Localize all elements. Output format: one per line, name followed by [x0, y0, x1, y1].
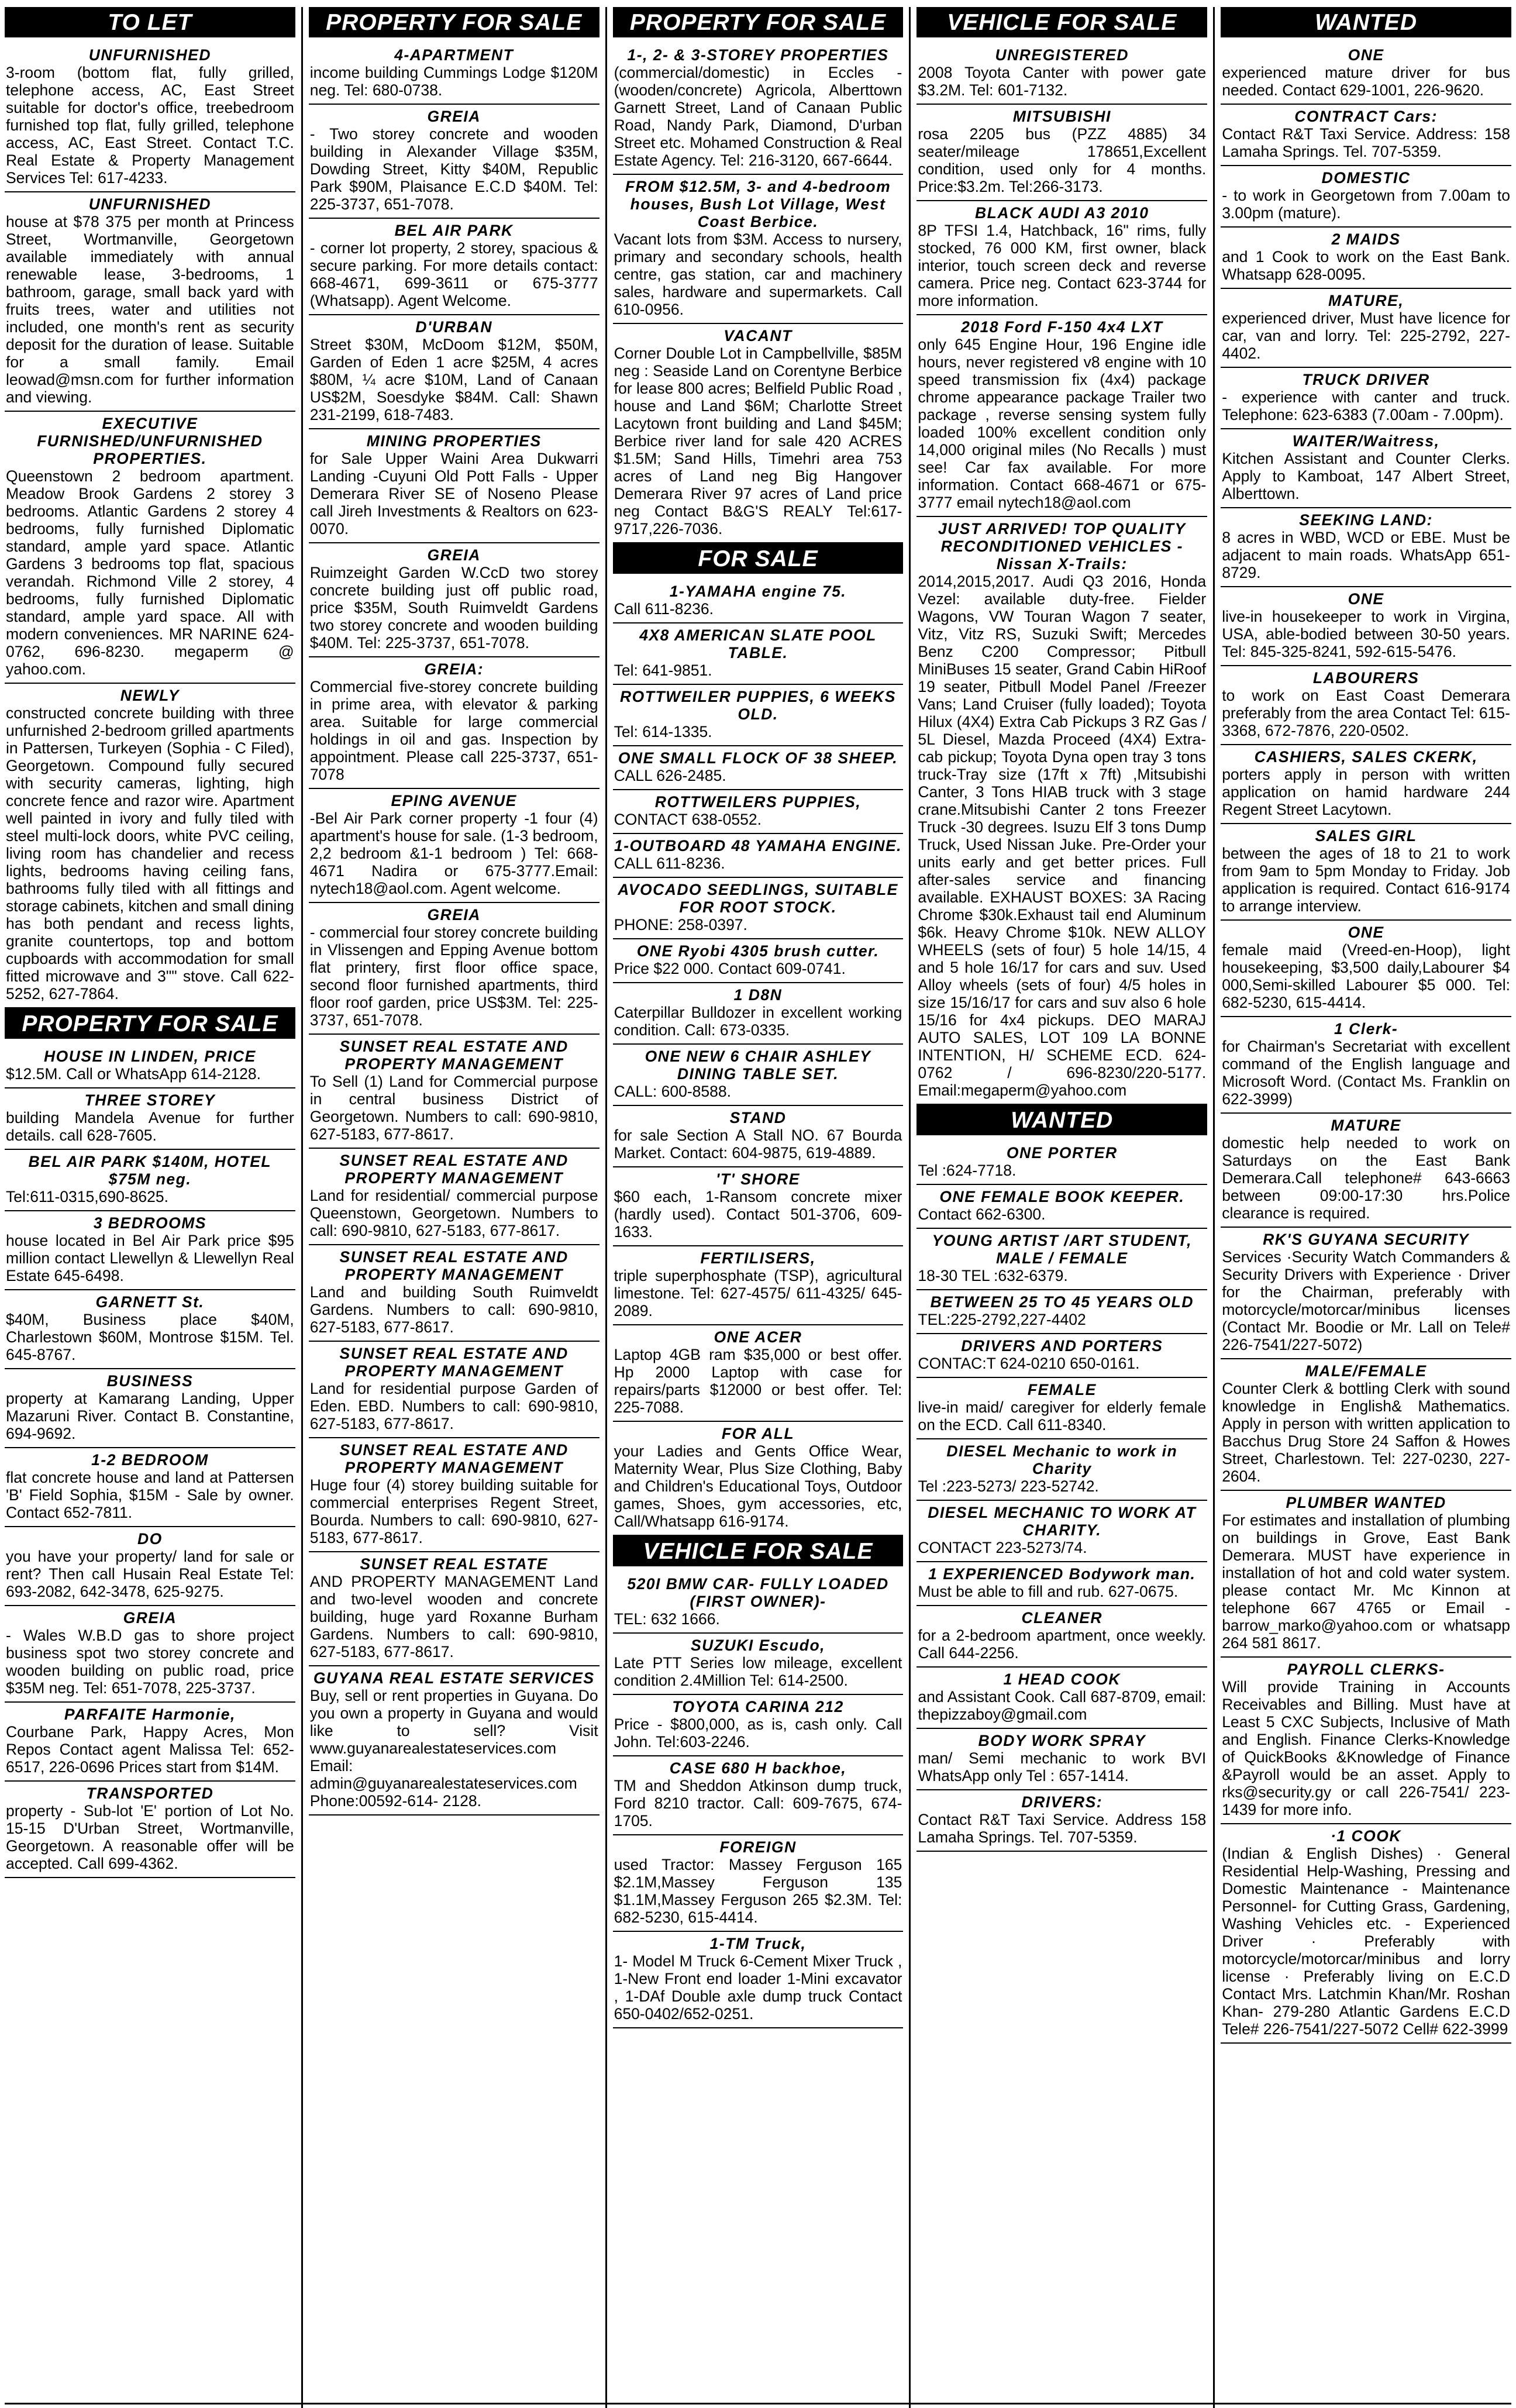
ad-lead: HOUSE IN LINDEN, PRICE [43, 1048, 256, 1065]
classified-ad [917, 43, 1207, 105]
ad-body: income building Cummings Lodge $120M neg. Tel: 680-0738. [309, 64, 598, 99]
ad-body: porters apply in person with written application on hamid hardware 244 Regent Street Lacytown. [1222, 766, 1510, 818]
ad-lead: 2018 Ford F-150 4x4 LXT [961, 318, 1163, 336]
classified-ad [5, 1703, 295, 1782]
ad-body: - Wales W.B.D gas to shore project business spot two storey concrete and wooden building on public road, price $35M neg. Tel: 651-7078, 225-3737. [6, 1627, 294, 1697]
ad-lead: UNREGISTERED [995, 46, 1129, 64]
ad-body: Courbane Park, Happy Acres, Mon Repos Contact agent Malissa Tel: 652-6517, 226-0696 Prices start from $14M. [6, 1723, 294, 1776]
classified-ad [613, 1325, 904, 1422]
column-5 [1221, 7, 1511, 2408]
classified-ad [613, 1835, 904, 1932]
bottom-rule [5, 2403, 1511, 2404]
classified-ad [1221, 1658, 1511, 1824]
ad-lead: SUNSET REAL ESTATE AND PROPERTY MANAGEMENT [339, 1345, 568, 1380]
ad-body: $40M, Business place $40M, Charlestown $60M, Montrose $15M. Tel. 645-8767. [6, 1311, 294, 1363]
ad-lead: 1-2 BEDROOM [91, 1451, 209, 1469]
ad-body: TM and Sheddon Atkinson dump truck, Ford 8210 tractor. Call: 609-7675, 674-1705. [614, 1777, 902, 1830]
ad-lead: ONE [1348, 590, 1384, 608]
classified-ad [917, 105, 1207, 201]
classified-ad [1221, 429, 1511, 508]
ad-lead: FEMALE [1027, 1381, 1097, 1398]
ad-body: $12.5M. Call or WhatsApp 614-2128. [6, 1065, 261, 1083]
ad-body: - experience with canter and truck. Telephone: 623-6383 (7.00am - 7.00pm). [1222, 388, 1510, 423]
classified-ad [5, 412, 295, 684]
classified-ad [917, 1562, 1207, 1606]
classified-ad [309, 1438, 599, 1552]
ad-body: female maid (Vreed-en-Hoop), light housekeeping, $3,500 daily,Labourer $4 000,Semi-skilled Labourer $5 000. Tel: 682-5230, 615-4414. [1222, 941, 1510, 1011]
ad-body: Late PTT Series low mileage, excellent condition 2.4Million Tel: 614-2500. [614, 1654, 902, 1689]
classified-ad [613, 685, 904, 746]
ad-lead: D'URBAN [415, 318, 493, 336]
ad-body: only 645 Engine Hour, 196 Engine idle hours, never registered v8 engine with 10 speed transmission fix (4x4) package chrome appearance package Trailer two package , reverse sensing system fully loaded 100% excellent condition only 14,000 original miles (No Recalls ) must see! Car fax available. For more information. Contact 668-4671 or 675-3777 email nytech18@aol.com [918, 336, 1207, 511]
classified-ad [917, 1790, 1207, 1852]
ad-body: 3-room (bottom flat, fully grilled, telephone access, AC, East Street suitable for doctor's office, treebedroom furnished top flat, fully grilled, telephone access, AC, East Street. Contact T.C. Real Estate & Property Management Services Tel: 617-4233. [6, 64, 294, 187]
classified-ad [917, 1606, 1207, 1668]
classified-ad [613, 324, 904, 543]
ad-body: and 1 Cook to work on the East Bank. Whatsapp 628-0095. [1222, 248, 1510, 283]
ad-lead: MALE/FEMALE [1305, 1362, 1427, 1380]
ad-body: constructed concrete building with three unfurnished 2-bedroom grilled apartments in Pattersen, Turkeyen (Sophia - C Filed), Georgetown. Compound fully secured with security cameras, lighting, high concrete fence and razor wire. Apartment well painted in ivory and fully tiled with steel multi-lock doors, white PVC ceiling, living room has chandelier and recess lights, bedrooms having ceiling fans, bathrooms fully tiled with all fittings and storage cabinets, kitchen and small dining has both pendant and recess lights, granite countertops, top and bottom cupboards with accommodation for small fitted microwave and 3"" stove. Call 622-5252, 627-7864. [6, 704, 294, 1003]
ad-lead: ONE FEMALE BOOK KEEPER. [939, 1188, 1185, 1205]
classified-ad [613, 790, 904, 834]
ad-body: Ruimzeight Garden W.CcD two storey concrete building just off public road, price $35M, South Ruimveldt Gardens two storey concrete and wooden building $40M. Tel: 225-3737, 651-7078. [309, 564, 598, 652]
ad-body: 1- Model M Truck 6-Cement Mixer Truck , 1-New Front end loader 1-Mini excavator , 1-DAf Double axle dump truck Contact 650-0402/652-0251. [614, 1952, 902, 2023]
classified-ad [613, 623, 904, 685]
ad-body: building Mandela Avenue for further details. call 628-7605. [6, 1109, 294, 1144]
classified-ad [1221, 666, 1511, 745]
ad-lead: FOR ALL [721, 1425, 795, 1442]
ad-body: Tel: 641-9851. [614, 662, 712, 679]
classified-ad [917, 517, 1207, 1105]
classified-ad [1221, 1017, 1511, 1114]
ad-body: -Bel Air Park corner property -1 four (4) apartment's house for sale. (1-3 bedroom, 2,2 bedroom &1-1 bedroom ) Tel: 668-4671 Nadira or 675-3777.Email: nytech18@aol.com. Agent welcome. [309, 809, 598, 897]
ad-lead: 520I BMW CAR- FULLY LOADED (FIRST OWNER)- [627, 1575, 889, 1610]
ad-lead: STAND [729, 1109, 787, 1127]
classified-ad [613, 939, 904, 983]
column-4 [917, 7, 1215, 2408]
ad-body: - corner lot property, 2 storey, spacious & secure parking. For more details contact: 668-4671, 699-3611 or 675-3777 (Whatsapp). Agent Welcome. [309, 239, 598, 309]
classified-ad [1221, 368, 1511, 429]
ad-lead: TRUCK DRIVER [1302, 371, 1430, 388]
ad-lead: YOUNG ARTIST /ART STUDENT, MALE / FEMALE [932, 1232, 1192, 1267]
classified-ad [613, 43, 904, 175]
ad-lead: FROM $12.5M, 3- and 4-bedroom houses, Bush Lot Village, West Coast Berbice. [625, 178, 891, 230]
ad-body: Counter Clerk & bottling Clerk with sound knowledge in English& Mathematics. Apply in person with written application to Bacchus Drug Store 24 Saffon & Howes Street, Charlestown. Tel: 227-0230, 227-2604. [1222, 1380, 1510, 1485]
ad-body: - Two storey concrete and wooden building in Alexander Village $35M, Dowding Street, Kitty $40M, Republic Park $90M, Plaisance E.C.D $40M. Tel: 225-3737, 651-7078. [309, 125, 598, 213]
ad-lead: SUNSET REAL ESTATE [360, 1555, 548, 1573]
classified-ad [309, 657, 599, 789]
classified-ad [309, 105, 599, 219]
ad-body: to work on East Coast Demerara preferably from the area Contact Tel: 615-3368, 672-7876, 220-0502. [1222, 687, 1510, 739]
ad-lead: DIESEL MECHANIC TO WORK AT CHARITY. [928, 1504, 1197, 1539]
ad-lead: 3 BEDROOMS [93, 1214, 206, 1232]
ad-body: (Indian & English Dishes) · General Residential Help-Washing, Pressing and Domestic Maintenance - Maintenance Personnel- for Cutting Grass, Gardening, Washing Vehicles etc. - Experienced Driver · Preferably with motorcycle/motorcar/minibus and lorry license · Preferably living on E.C.D Contact Mrs. Latchmin Khan/Mr. Roshan Khan- 279-280 Atlantic Gardens E.C.D Tele# 226-7541/227-5072 Cell# 622-3999 [1222, 1845, 1510, 2038]
ad-body: Must be able to fill and rub. 627-0675. [918, 1583, 1179, 1600]
ad-body: AND PROPERTY MANAGEMENT Land and two-level wooden and concrete building, huge yard Roxanne Burham Gardens. Numbers to call: 690-9810, 627-5183, 677-8617. [309, 1573, 598, 1661]
classified-ad [917, 1229, 1207, 1290]
classified-ad [917, 1334, 1207, 1378]
classified-ad [309, 1149, 599, 1245]
classified-ad [613, 1572, 904, 1634]
classified-ad [613, 1106, 904, 1167]
classified-ad [613, 834, 904, 878]
ad-lead: VACANT [723, 327, 793, 345]
classified-ad [309, 903, 599, 1035]
ad-body: TEL: 632 1666. [614, 1610, 720, 1628]
ad-body: experienced mature driver for bus needed. Contact 629-1001, 226-9620. [1222, 64, 1510, 99]
ad-lead: ONE PORTER [1006, 1144, 1118, 1162]
ad-body: Street $30M, McDoom $12M, $50M, Garden of Eden 1 acre $25M, 4 acres $80M, ¼ acre $10M, Land of Canaan US$2M, Soesdyke $84M. Call: Shawn 231-2199, 618-7483. [309, 336, 598, 423]
classified-ad [1221, 43, 1511, 105]
ad-body: your Ladies and Gents Office Wear, Maternity Wear, Plus Size Clothing, Baby and Children's Educational Toys, Outdoor games, Shoes, gym accessories, etc, Call/Whatsapp 616-9174. [614, 1442, 902, 1530]
ad-lead: SUNSET REAL ESTATE AND PROPERTY MANAGEMENT [339, 1152, 568, 1187]
ad-body: for Sale Upper Waini Area Dukwarri Landing -Cuyuni Old Pott Falls - Upper Demerara River SE of Noseno Please call Jireh Investments & Realtors on 623-0070. [309, 450, 598, 538]
classified-ad [917, 1501, 1207, 1562]
ad-body: used Tractor: Massey Ferguson 165 $2.1M,Massey Ferguson 135 $1.1M,Massey Ferguson 265 $2.3M. Tel: 682-5230, 615-4414. [614, 1856, 902, 1926]
classified-ad [917, 1185, 1207, 1229]
ad-body: $60 each, 1-Ransom concrete mixer (hardly used). Contact 501-3706, 609-1633. [614, 1188, 902, 1241]
classified-ad [613, 1634, 904, 1695]
classified-ad [1221, 745, 1511, 824]
section-heading: VEHICLE FOR SALE [613, 1536, 904, 1566]
classified-ad [5, 684, 295, 1008]
ad-lead: NEWLY [120, 687, 180, 704]
ad-body: Huge four (4) storey building suitable for commercial enterprises Regent Street, Bourda. Numbers to call: 690-9810, 627-5183, 677-8617. [309, 1476, 598, 1546]
classified-ad [1221, 1359, 1511, 1491]
classified-ad [309, 1245, 599, 1342]
classified-ad [5, 1606, 295, 1703]
ad-body: Tel:611-0315,690-8625. [6, 1188, 168, 1205]
ad-lead: BUSINESS [106, 1372, 194, 1390]
classified-ad [613, 1932, 904, 2028]
ad-body: for sale Section A Stall NO. 67 Bourda Market. Contact: 604-9875, 619-4889. [614, 1127, 902, 1162]
ad-lead: CLEANER [1021, 1609, 1103, 1627]
classified-ad [309, 1035, 599, 1149]
ad-body: Tel: 614-1335. [614, 723, 712, 740]
ad-lead: ROTTWEILER PUPPIES, 6 WEEKS OLD. [620, 688, 896, 723]
ad-lead: BEL AIR PARK [394, 222, 514, 239]
ad-lead: 1 HEAD COOK [1003, 1670, 1121, 1688]
classified-ad [309, 1342, 599, 1438]
ad-body: experienced driver, Must have licence for car, van and lorry. Tel: 225-2792, 227-4402. [1222, 309, 1510, 362]
ad-body: 2014,2015,2017. Audi Q3 2016, Honda Vezel: available duty-free. Fielder Wagons, VW Touran Wagon 7 seater, Vitz, Vitz RS, Suzuki Swift; Mercedes Benz C200 Compressor; Pitbull MiniBuses 15 seater, Grand Cabin HiRoof 19 seater, Pitbull Model Panel /Freezer Vans; Land Cruiser (fully loaded); Toyota Hilux (4X4) Extra Cab Pickups 3 RZ Gas / 5L Diesel, Mazda Proceed (4X4) Extra-cab pickup; Toyota Dyna open tray 3 tons truck-Tray size (17ft x 7ft) ,Mitsubishi Canter, 3 Tons HIAB truck with 3 stage crane.Mitsubishi Canter 2 tons Freezer Truck -30 degrees. Isuzu Elf 3 tons Dump Truck, Used Nissan Juke. Pre-Order your units early and get better prices. Full after-sales service and financing available. EXHAUST BOXES: 3A Racing Chrome $30k.Exhaust tail end Aluminum $6k. Heavy Chrome $10k. NEW ALLOY WHEELS (sets of four) 5 hole 14/15, 4 and 5 hole 16/17 for cars and suv. Used Alloy wheels (sets of four) 4/5 holes in size 15/16/17 for cars and suv also 6 hole 15/16 for 4x4 pickups. DEO MARAJ AUTO SALES, LOT 109 LA BONNE INTENTION, H/ SCHEME ECD. 624-0762 / 696-8230/220-5177. Email:megaperm@yahoo.com [918, 573, 1207, 1099]
classified-ad [1221, 1228, 1511, 1359]
ad-lead: JUST ARRIVED! TOP QUALITY RECONDITIONED VEHICLES - Nissan X-Trails: [938, 520, 1186, 573]
classifieds-columns [5, 7, 1511, 2408]
ad-lead: 4-APARTMENT [394, 46, 514, 64]
ad-body: 8 acres in WBD, WCD or EBE. Must be adjacent to main roads. WhatsApp 651-8729. [1222, 529, 1510, 581]
ad-body: Services ·Security Watch Commanders & Security Drivers with Experience · Driver for the Chairman, preferably with motorcycle/motorcar/minibus licenses (Contact Mr. Boodie or Mr. Lall on Tele# 226-7541/227-5072) [1222, 1248, 1510, 1353]
ad-lead: 1 D8N [733, 986, 783, 1004]
ad-lead: CASE 680 H backhoe, [669, 1759, 847, 1777]
ad-lead: TOYOTA CARINA 212 [672, 1698, 844, 1715]
ad-lead: DRIVERS AND PORTERS [961, 1337, 1163, 1355]
classified-ad [613, 1695, 904, 1756]
ad-body: Price - $800,000, as is, cash only. Call John. Tel:603-2246. [614, 1715, 902, 1751]
ad-lead: SALES GIRL [1315, 827, 1417, 845]
classified-ad [613, 1422, 904, 1536]
ad-body: CALL: 600-8588. [614, 1083, 731, 1100]
ad-body: live-in maid/ caregiver for elderly female on the ECD. Call 611-8340. [918, 1398, 1207, 1434]
ad-body: To Sell (1) Land for Commercial purpose in central business District of Georgetown. Numbers to call: 690-9810, 627-5183, 677-8617. [309, 1073, 598, 1143]
classified-ad [917, 1141, 1207, 1185]
ad-body: Tel :223-5273/ 223-52742. [918, 1477, 1099, 1495]
classified-ad [917, 1729, 1207, 1790]
ad-body: Corner Double Lot in Campbellville, $85M neg : Seaside Land on Corentyne Berbice for lease 800 acres; Belfield Public Road , house and Land $6M; Charlotte Street Lacytown front building and Land $45M; Berbice river land for sale 420 ACRES $1.5M; Sand Hills, Timehri area 753 acres of Land neg Big Hangover Demerara River 97 acres of Land price neg Contact B&G'S REALY Tel:617-9717,226-7036. [614, 345, 902, 538]
ad-lead: ·1 COOK [1331, 1827, 1402, 1845]
ad-lead: PAYROLL CLERKS- [1287, 1661, 1445, 1678]
ad-lead: SUZUKI Escudo, [690, 1637, 826, 1654]
classified-ad [5, 43, 295, 192]
ad-lead: RK'S GUYANA SECURITY [1263, 1231, 1470, 1248]
ad-body: Queenstown 2 bedroom apartment. Meadow Brook Gardens 2 storey 3 bedrooms. Atlantic Gardens 2 storey 4 bedrooms, fully furnished Diplomatic standard, ample yard space. Atlantic Gardens 3 bedrooms top flat, spacious verandah. Richmond Ville 2 storey, 4 bedrooms, fully furnished Diplomatic standard, ample yard space. All with modern conveniences. MR NARINE 624-0762, 696-8230. megaperm @ yahoo.com. [6, 467, 294, 678]
ad-body: Commercial five-storey concrete building in prime area, with elevator & parking area. Suitable for large commercial holdings in oil and gas. Inspection by appointment. Please call 225-3737, 651-7078 [309, 678, 598, 783]
ad-lead: AVOCADO SEEDLINGS, SUITABLE FOR ROOT STOCK. [618, 881, 898, 916]
classified-ad [613, 1246, 904, 1325]
classified-ad [917, 1378, 1207, 1439]
section-heading: PROPERTY FOR SALE [613, 7, 904, 37]
ad-body: Contact R&T Taxi Service. Address 158 Lamaha Springs. Tel. 707-5359. [918, 1811, 1207, 1846]
ad-lead: SUNSET REAL ESTATE AND PROPERTY MANAGEMENT [339, 1038, 568, 1073]
ad-body: Tel :624-7718. [918, 1162, 1017, 1179]
ad-lead: 1 Clerk- [1334, 1020, 1398, 1038]
ad-lead: GREIA [123, 1609, 177, 1627]
ad-body: house located in Bel Air Park price $95 million contact Llewellyn & Llewellyn Real Estate 645-6498. [6, 1232, 294, 1284]
ad-lead: SUNSET REAL ESTATE AND PROPERTY MANAGEMENT [339, 1441, 568, 1476]
ad-body: 18-30 TEL :632-6379. [918, 1267, 1068, 1284]
ad-lead: FOREIGN [719, 1838, 797, 1856]
classified-ad [1221, 921, 1511, 1017]
classified-ad [5, 1150, 295, 1211]
ad-lead: ONE [1348, 46, 1384, 64]
ad-lead: LABOURERS [1312, 669, 1419, 687]
classified-ad [613, 983, 904, 1045]
classified-ad [1221, 1824, 1511, 2044]
ad-lead: ONE Ryobi 4305 brush cutter. [636, 942, 880, 960]
ad-lead: PLUMBER WANTED [1286, 1494, 1446, 1511]
ad-body: Buy, sell or rent properties in Guyana. Do you own a property in Guyana and would like to sell? Visit www.guyanarealestateservices.com Email: admin@guyanarealestateservices.com Phone:00592-614- 2128. [309, 1687, 598, 1810]
classified-ad [613, 1045, 904, 1106]
ad-lead: BODY WORK SPRAY [978, 1732, 1146, 1749]
ad-lead: UNFURNISHED [88, 46, 212, 64]
ad-body: CONTACT 638-0552. [614, 811, 762, 828]
ad-body: Land for residential purpose Garden of Eden. EBD. Numbers to call: 690-9810, 627-5183, 677-8617. [309, 1380, 598, 1432]
classified-ad [5, 1369, 295, 1448]
ad-body: For estimates and installation of plumbing on buildings in Grove, East Bank Demerara. MUST have experience in installation of hot and cold water system. please contact Mr. Mc Kinnon at telephone 667 4765 or Email - barrow_marko@yahoo.com or whatsapp 264 581 8617. [1222, 1511, 1510, 1652]
classified-ad [1221, 824, 1511, 921]
classified-ad [5, 1290, 295, 1369]
classified-ad [917, 201, 1207, 315]
classified-ad [5, 192, 295, 412]
classified-ad [613, 580, 904, 623]
ad-body: property at Kamarang Landing, Upper Mazaruni River. Contact B. Constantine, 694-9692. [6, 1390, 294, 1442]
ad-lead: CONTRACT Cars: [1294, 108, 1438, 125]
ad-lead: FERTILISERS, [700, 1249, 816, 1267]
ad-lead: DRIVERS: [1021, 1793, 1103, 1811]
ad-lead: CASHIERS, SALES CKERK, [1254, 748, 1478, 766]
classified-ad [917, 315, 1207, 517]
ad-lead: MATURE [1331, 1117, 1401, 1134]
ad-body: TEL:225-2792,227-4402 [918, 1311, 1086, 1328]
ad-body: for Chairman's Secretariat with excellent command of the English language and Microsoft Word. (Contact Ms. Franklin on 622-3999) [1222, 1038, 1510, 1108]
ad-body: Contact R&T Taxi Service. Address: 158 Lamaha Springs. Tel. 707-5359. [1222, 125, 1510, 160]
classified-ad [613, 1756, 904, 1835]
ad-body: Land and building South Ruimveldt Gardens. Numbers to call: 690-9810, 627-5183, 677-8617. [309, 1283, 598, 1336]
ad-lead: ONE [1348, 924, 1384, 941]
ad-body: Contact 662-6300. [918, 1205, 1046, 1223]
classified-ad [5, 1448, 295, 1527]
classified-ad [309, 1666, 599, 1816]
ad-lead: EXECUTIVE FURNISHED/UNFURNISHED PROPERTIES. [37, 415, 263, 467]
classified-ad [309, 429, 599, 543]
ad-body: 2008 Toyota Canter with power gate $3.2M. Tel: 601-7132. [918, 64, 1207, 99]
section-heading: PROPERTY FOR SALE [309, 7, 599, 37]
classified-ad [309, 43, 599, 105]
ad-lead: 1-TM Truck, [709, 1935, 807, 1952]
section-heading: WANTED [1221, 7, 1511, 37]
ad-lead: 4X8 AMERICAN SLATE POOL TABLE. [639, 626, 877, 662]
ad-lead: DIESEL Mechanic to work in Charity [946, 1442, 1178, 1477]
classified-ad [613, 1167, 904, 1246]
section-heading: TO LET [5, 7, 295, 37]
ad-body: CALL 626-2485. [614, 767, 726, 784]
section-heading: VEHICLE FOR SALE [917, 7, 1207, 37]
ad-lead: ONE ACER [714, 1328, 802, 1346]
ad-body: Land for residential/ commercial purpose Queenstown, Georgetown. Numbers to call: 690-9810, 627-5183, 677-8617. [309, 1187, 598, 1239]
ad-body: CALL 611-8236. [614, 855, 725, 872]
ad-lead: PARFAITE Harmonie, [64, 1706, 236, 1723]
ad-body: triple superphosphate (TSP), agricultural limestone. Tel: 627-4575/ 611-4325/ 645-2089. [614, 1267, 902, 1320]
ad-lead: GREIA [427, 108, 481, 125]
classified-ad [1221, 1491, 1511, 1658]
classified-ad [1221, 289, 1511, 368]
ad-lead: 1-, 2- & 3-STOREY PROPERTIES [627, 46, 889, 64]
classified-ad [917, 1290, 1207, 1334]
ad-body: live-in housekeeper to work in Virgina, USA, able-bodied between 30-50 years. Tel: 845-325-8241, 592-615-5476. [1222, 608, 1510, 660]
ad-body: between the ages of 18 to 21 to work from 9am to 5pm Monday to Friday. Job application is required. Contact 616-9174 to arrange interview. [1222, 845, 1510, 915]
ad-body: house at $78 375 per month at Princess Street, Wortmanville, Georgetown available immediately with annual renewable lease, 3-bedrooms, 1 bathroom, garage, small back yard with fruits trees, water and utilities not included, one month's rent as security deposit for the duration of lease. Suitable for a small family. Email leowad@msn.com for further information and viewing. [6, 213, 294, 406]
section-heading: FOR SALE [613, 543, 904, 574]
ad-lead: ONE NEW 6 CHAIR ASHLEY DINING TABLE SET. [645, 1048, 871, 1083]
ad-body: Price $22 000. Contact 609-0741. [614, 960, 846, 977]
ad-body: you have your property/ land for sale or rent? Then call Husain Real Estate Tel: 693-2082, 642-3478, 625-9275. [6, 1548, 294, 1600]
ad-lead: MINING PROPERTIES [366, 432, 542, 450]
ad-lead: MATURE, [1328, 292, 1404, 309]
classified-ad [1221, 508, 1511, 587]
ad-lead: GREIA: [424, 660, 484, 678]
classified-ad [5, 1045, 295, 1088]
ad-lead: SEEKING LAND: [1299, 511, 1433, 529]
ad-body: rosa 2205 bus (PZZ 4885) 34 seater/mileage 178651,Excellent condition, used only for 4 months. Price:$3.2m. Tel:266-3173. [918, 125, 1207, 195]
ad-body: for a 2-bedroom apartment, once weekly. Call 644-2256. [918, 1627, 1207, 1662]
column-1 [5, 7, 303, 2408]
classified-ad [5, 1527, 295, 1606]
ad-body: Call 611-8236. [614, 600, 714, 618]
ad-lead: WAITER/Waitress, [1292, 432, 1440, 450]
ad-lead: DO [137, 1530, 163, 1548]
ad-body: man/ Semi mechanic to work BVI WhatsApp only Tel : 657-1414. [918, 1749, 1207, 1785]
classified-ad [613, 746, 904, 790]
ad-lead: MITSUBISHI [1012, 108, 1111, 125]
ad-lead: GREIA [427, 906, 481, 924]
ad-lead: 'T' SHORE [716, 1170, 800, 1188]
classified-ad [5, 1211, 295, 1290]
ad-lead: 1 EXPERIENCED Bodywork man. [928, 1565, 1196, 1583]
section-heading: WANTED [917, 1105, 1207, 1135]
classified-ad [1221, 587, 1511, 666]
ad-lead: BETWEEN 25 TO 45 YEARS OLD [930, 1293, 1194, 1311]
classified-ad [1221, 228, 1511, 289]
classified-ad [309, 219, 599, 315]
ad-body: flat concrete house and land at Pattersen 'B' Field Sophia, $15M - Sale by owner. Contact 652-7811. [6, 1469, 294, 1521]
ad-body: - to work in Georgetown from 7.00am to 3.00pm (mature). [1222, 187, 1510, 222]
ad-body: PHONE: 258-0397. [614, 916, 747, 933]
classified-ad [5, 1088, 295, 1150]
ad-body: CONTAC:T 624-0210 650-0161. [918, 1355, 1140, 1372]
ad-body: domestic help needed to work on Saturdays on the East Bank Demerara.Call telephone# 643-6663 between 09:00-17:30 hrs.Police clearance is required. [1222, 1134, 1510, 1222]
ad-body: and Assistant Cook. Call 687-8709, email: thepizzaboy@gmail.com [918, 1688, 1207, 1723]
ad-lead: 1-YAMAHA engine 75. [669, 583, 847, 600]
ad-lead: GREIA [427, 546, 481, 564]
classified-ad [1221, 105, 1511, 166]
ad-lead: ONE SMALL FLOCK OF 38 SHEEP. [618, 749, 898, 767]
classified-ad [309, 315, 599, 429]
ad-lead: BLACK AUDI A3 2010 [975, 204, 1149, 222]
ad-body: 8P TFSI 1.4, Hatchback, 16" rims, fully stocked, 76 000 KM, first owner, black interior, touch screen deck and reverse camera. Price neg. Contact 623-3744 for more information. [918, 222, 1207, 309]
ad-lead: 2 MAIDS [1331, 230, 1401, 248]
classified-ad [1221, 1114, 1511, 1228]
ad-body: Kitchen Assistant and Counter Clerks. Apply to Kamboat, 147 Albert Street, Alberttown. [1222, 450, 1510, 502]
classified-ad [613, 175, 904, 324]
ad-lead: 1-OUTBOARD 48 YAMAHA ENGINE. [614, 837, 902, 855]
column-3 [613, 7, 911, 2408]
ad-lead: TRANSPORTED [86, 1785, 214, 1802]
ad-body: property - Sub-lot 'E' portion of Lot No. 15-15 D'Urban Street, Wortmanville, Georgetown. A reasonable offer will be accepted. Call 699-4362. [6, 1802, 294, 1872]
ad-body: Will provide Training in Accounts Receivables and Billing. Must have at Least 5 CXC Subjects, Inclusive of Math and English. Finance Clerks-Knowledge of QuickBooks &Knowledge of Finance &Payroll would be an asset. Apply to rks@security.gy or call 226-7541/ 223-1439 for more info. [1222, 1678, 1510, 1818]
classified-ad [309, 789, 599, 903]
ad-lead: ROTTWEILERS PUPPIES, [654, 793, 862, 811]
section-heading: PROPERTY FOR SALE [5, 1008, 295, 1039]
ad-lead: UNFURNISHED [88, 195, 212, 213]
classified-ad [309, 1552, 599, 1666]
classified-ad [309, 543, 599, 657]
ad-lead: GARNETT St. [95, 1293, 205, 1311]
ad-lead: SUNSET REAL ESTATE AND PROPERTY MANAGEMENT [339, 1248, 568, 1283]
ad-lead: THREE STOREY [84, 1091, 216, 1109]
classified-ad [613, 878, 904, 939]
ad-body: Laptop 4GB ram $35,000 or best offer. Hp 2000 Laptop with case for repairs/parts $12000 or best offer. Tel: 225-7088. [614, 1346, 902, 1416]
ad-body: - commercial four storey concrete building in Vlissengen and Epping Avenue bottom flat printery, first floor office space, second floor furnished apartments, third floor roof garden, price US$3M. Tel: 225-3737, 651-7078. [309, 924, 598, 1029]
ad-lead: GUYANA REAL ESTATE SERVICES [313, 1669, 595, 1687]
ad-body: CONTACT 223-5273/74. [918, 1539, 1087, 1556]
ad-lead: BEL AIR PARK $140M, HOTEL $75M neg. [28, 1153, 272, 1188]
column-2 [309, 7, 607, 2408]
ad-lead: EPING AVENUE [391, 792, 517, 809]
ad-body: (commercial/domestic) in Eccles - (wooden/concrete) Agricola, Alberttown Garnett Street, Land of Canaan Public Road, Nandy Park, Diamond, D'urban Street etc. Mohamed Construction & Real Estate Agency. Tel: 216-3120, 667-6644. [614, 64, 902, 169]
classified-ad [5, 1782, 295, 1878]
ad-lead: DOMESTIC [1321, 169, 1411, 187]
classified-ad [1221, 166, 1511, 228]
classified-ad [917, 1439, 1207, 1501]
classified-ad [917, 1668, 1207, 1729]
ad-body: Vacant lots from $3M. Access to nursery, primary and secondary schools, health centre, gas station, car and machinery sales, hardware and supermarkets. Call 610-0956. [614, 230, 902, 318]
ad-body: Caterpillar Bulldozer in excellent working condition. Call: 673-0335. [614, 1004, 902, 1039]
